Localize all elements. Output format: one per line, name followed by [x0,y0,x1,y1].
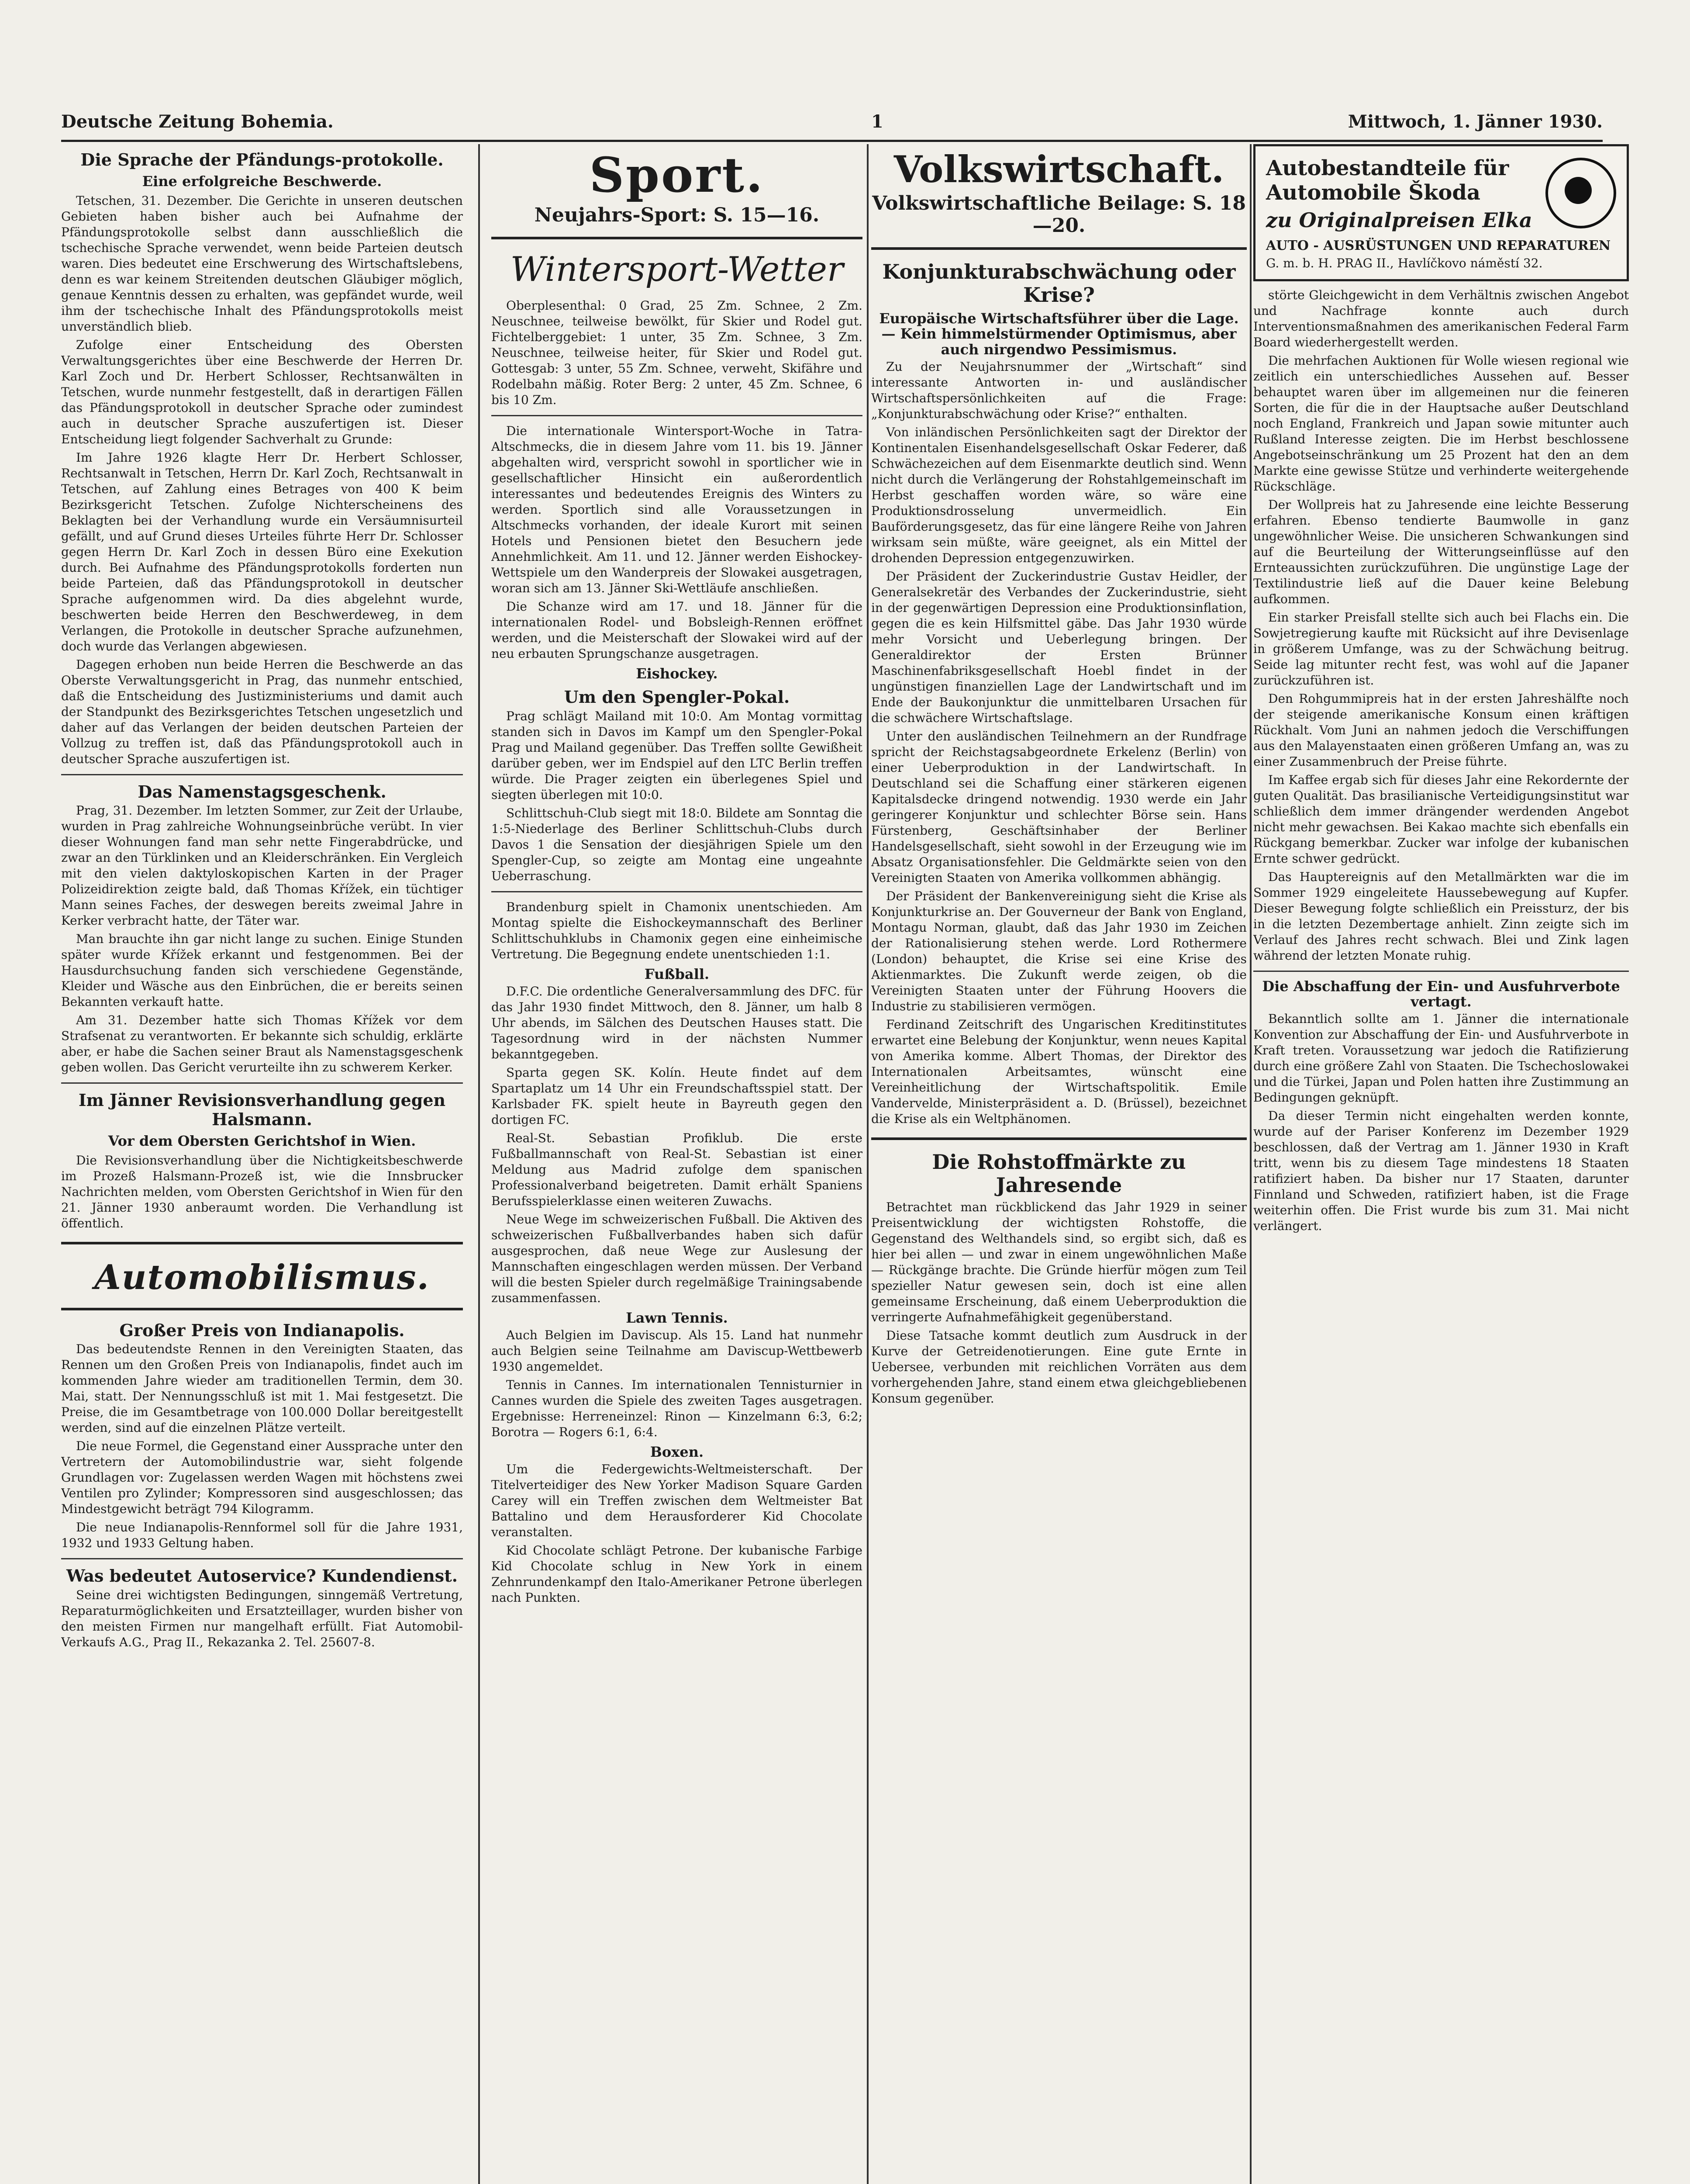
divider [1253,971,1629,972]
column-legal-and-auto [61,144,463,2184]
ad-line: zu Originalpreisen Elka [1266,208,1532,232]
article-paragraph: Die neue Indianapolis-Rennformel soll für die Jahre 1931, 1932 und 1933 Geltung haben. [61,1520,463,1551]
rubric-boxen: Boxen. [650,1444,704,1461]
section-title-volkswirtschaft: Volkswirtschaft. [893,148,1224,191]
article-paragraph: Die internationale Wintersport-Woche in Tatra-Altschmecks, die in diesem Jahre vom 11. bis 19. Jänner abgehalten wird, verspricht sowohl in sportlicher wie in gesellschaftlicher Hinsicht ein außerordentlich interessantes und bedeutendes Ereignis des Winters zu werden. Sportlich sind alle Voraussetzungen in Altschmecks vorhanden, der ideale Kurort mit seinen Hotels und Pensionen bietet den Besuchern jede Annehmlichkeit. Am 11. und 12. Jänner werden Eishockey-Wettspiele um den Wanderpreis der Slowakei ausgetragen, woran sich am 13. Jänner Ski-Wettläufe anschließen. [491,424,862,595]
article-paragraph: Brandenburg spielt in Chamonix unentschieden. Am Montag spielte die Eishockeymannschaft des Berliner Schlittschuhklubs in Chamonix gegen eine einheimische Vertretung. Die Begegnung endete unentschieden 1:1. [491,899,862,961]
article-paragraph: Die mehrfachen Auktionen für Wolle wiesen regional wie zeitlich ein unterschiedliches Aussehen auf. Besser behauptet waren über im allgemeinen nur die feineren Sorten, die für die in der Hauptsache außer Deutschland noch England, Frankreich und Japan sowie mitunter auch Rußland Interesse zeigten. Die im Herbst beschlossene Angebotseinschränkung um 25 Prozent hat den an dem Markte eine gewisse Stütze und verhinderte weitergehende Rückschläge. [1253,353,1629,494]
article-headline: Im Jänner Revisionsverhandlung gegen Halsmann. [78,1090,446,1130]
article-headline: Die Abschaffung der Ein- und Ausfuhrverbote vertagt. [1262,978,1620,1010]
article-paragraph: Im Jahre 1926 klagte Herr Dr. Herbert Schlosser, Rechtsanwalt in Tetschen, Herrn Dr. Karl Zoch, Rechtsanwalt in Tetschen, auf Zahlung eines Betrages von 400 K beim Bezirksgericht Tetschen. Zufolge Nichterscheinens des Beklagten bei der Verhandlung wurde ein Versäumnisurteil gefällt, und auf Grund dieses Urteiles führte Herr Dr. Schlosser gegen Herrn Dr. Karl Zoch in dessen Büro eine Exekution durch. Bei Aufnahme des Pfändungsprotokolls forderten nun beide Parteien, daß das Pfändungsprotokoll in deutscher Sprache aufgenommen wird. Da dies abgelehnt wurde, beschwerten beide Herren den Beschwerdeweg, in dem Verlangen, die Protokolle in deutscher Sprache aufzunehmen, doch wurde das Verlangen abgewiesen. [61,450,463,653]
article-subhead: Vor dem Obersten Gerichtshof in Wien. [108,1132,416,1149]
section-rule [61,1308,463,1310]
rubric-tennis: Lawn Tennis. [626,1310,728,1327]
article-paragraph: Da dieser Termin nicht eingehalten werden konnte, wurde auf der Pariser Konferenz im Dezember 1929 beschlossen, daß der Vertrag am 1. Jänner 1930 in Kraft tritt, wenn bis zu diesem Tage mindestens 18 Staaten ratifiziert haben. Da bisher nur 17 Staaten, darunter Finnland und Schweden, ratifiziert haben, ist die Frage weiterhin offen. Die Frist wurde bis zum 31. Mai nicht verlängert. [1253,1109,1629,1234]
article-paragraph: Den Rohgummipreis hat in der ersten Jahreshälfte noch der steigende amerikanische Konsum einen kräftigen Rückhalt. Vom Juni an nahmen jedoch die Verschiffungen aus den Malayenstaaten einen größeren Umfang an, was zu einer Zusammenbruch der Preise führte. [1253,691,1629,769]
article-headline: Die Sprache der Pfändungs-protokolle. [80,150,444,169]
article-paragraph: Unter den ausländischen Teilnehmern an der Rundfrage spricht der Reichstagsabgeordnete Erkelenz (Berlin) von einer Ueberproduktion in der Landwirtschaft. In Deutschland sei die Schaffung einer stärkeren eigenen Kapitalsdecke dringend notwendig. 1930 werde ein Jahr geringerer Konjunktur und schlechter Börse sein. Hans Fürstenberg, Geschäftsinhaber der Berliner Handelsgesellschaft, sieht sowohl in der Erzeugung wie im Absatz Organisationsfehler. Die Geldmärkte seien von den Vereinigten Staaten von Amerika vollkommen abhängig. [871,729,1247,885]
section-rule [871,1137,1247,1140]
article-headline: Großer Preis von Indianapolis. [119,1320,405,1340]
ad-line: AUTO - AUSRÜSTUNGEN UND REPARATUREN [1266,238,1611,253]
article-paragraph: Diese Tatsache kommt deutlich zum Ausdruck in der Kurve der Getreidenotierungen. Eine gute Ernte in Uebersee, verbunden mit reichlichen Vorräten aus dem vorhergehenden Jahre, stand einem etwa gleichgebliebenen Konsum gegenüber. [871,1328,1247,1406]
column-divider-3 [1250,144,1252,2184]
section-rule [871,247,1247,250]
article-paragraph: Der Wollpreis hat zu Jahresende eine leichte Besserung erfahren. Ebenso tendierte Baumwolle in ganz ungewöhnlicher Weise. Die unsicheren Schwankungen sind auf die Beurteilung der Witterungseinflüsse auf den Ernteaussichten zurückzuführen. Die ungünstige Lage der Textilindustrie ließ auf die Dauer keine Belebung aufkommen. [1253,498,1629,606]
section-subtitle: Neujahrs-Sport: S. 15—16. [534,204,820,226]
article-paragraph: Dagegen erhoben nun beide Herren die Beschwerde an das Oberste Verwaltungsgericht in Prag, das nunmehr entschied, daß die Entscheidung des Justizministeriums und damit auch der Standpunkt des Bezirksgerichtes Tetschen ungesetzlich und daher auf das Verlangen der beiden deutschen Parteien der Vollzug zu treffen ist, daß das Pfändungsprotokoll auch in deutscher Sprache auszufertigen ist. [61,657,463,766]
article-paragraph: Der Präsident der Zuckerindustrie Gustav Heidler, der Generalsekretär des Verbandes der Zuckerindustrie, sieht in der gegenwärtigen Depression eine Produktionsinflation, gegen die es kein Hilfsmittel gäbe. Das Jahr 1930 würde mehr Vorsicht und Ueberlegung bringen. Der Generaldirektor der Ersten Brünner Maschinenfabriksgesellschaft Hoebl findet in der ungünstigen finanziellen Lage der Landwirtschaft und im Ende der Baukonjunktur die unmittelbaren Ursachen für die schwächere Wirtschaftslage. [871,569,1247,725]
article-paragraph: Zu der Neujahrsnummer der „Wirtschaft“ sind interessante Antworten in- und ausländischer Wirtschaftspersönlichkeiten auf die Frage: „Konjunkturabschwächung oder Krise?“ enthalten. [871,359,1247,421]
article-paragraph: Die neue Formel, die Gegenstand einer Aussprache unter den Vertretern der Automobilindustrie war, sieht folgende Grundlagen vor: Zugelassen werden Wagen mit höchstens zwei Ventilen pro Zylinder; Kompressoren sind ausgeschlossen; das Mindestgewicht beträgt 794 Kilogramm. [61,1439,463,1517]
article-paragraph: Von inländischen Persönlichkeiten sagt der Direktor der Kontinentalen Eisenhandelsgesellschaft Oskar Federer, daß Schwächezeichen auf dem Eisenmarkte deutlich sind. Wenn nicht durch die Verlängerung der Rohstahlgemeinschaft im Herbst geschaffen worden wäre, so wäre eine Produktionsdrosselung unvermeidlich. Ein Bauförderungsgesetz, das für eine längere Reihe von Jahren wirksam sein müßte, wäre geeignet, als ein Mittel der drohenden Depression entgegenzuwirken. [871,425,1247,565]
section-title-sport: Sport. [589,147,765,203]
ad-line: Autobestandteile für [1266,156,1509,180]
article-paragraph: Der Präsident der Bankenvereinigung sieht die Krise als Konjunkturkrise an. Der Gouverneur der Bank von England, Montagu Norman, glaubt, daß das Jahr 1930 im Zeichen der Rationalisierung stehen werde. Lord Rothermere (London) behauptet, die Krise sei eine Krise des Aktienmarktes. Die Zukunft werde zeigen, ob die Vereinigten Staaten unter der Führung Hoovers die Industrie zu stabilisieren vermögen. [871,888,1247,1013]
article-paragraph: Um die Federgewichts-Weltmeisterschaft. Der Titelverteidiger des New Yorker Madison Square Garden Carey will ein Treffen zwischen dem Weltmeister Bat Battalino und dem Herausforderer Kid Chocolate veranstalten. [491,1462,862,1540]
article-paragraph: Real-St. Sebastian Profiklub. Die erste Fußballmannschaft von Real-St. Sebastian ist einer Meldung aus Madrid zufolge dem spanischen Professionalverband beigetreten. Damit erhält Spaniens Berufsspielerklasse einen weiteren Zuwachs. [491,1131,862,1209]
elka-logo-icon [1545,158,1616,228]
article-headline: Was bedeutet Autoservice? Kundendienst. [66,1566,458,1586]
article-paragraph: Im Kaffee ergab sich für dieses Jahr eine Rekordernte der guten Qualität. Das brasilianische Verteidigungsinstitut war schließlich dem immer drängender werdenden Angebot nicht mehr gewachsen. Bei Kakao machte sich ebenfalls ein Rückgang bemerkbar. Zucker war infolge der kubanischen Ernte schwer gedrückt. [1253,773,1629,866]
article-paragraph: Die Revisionsverhandlung über die Nichtigkeitsbeschwerde im Prozeß Halsmann-Prozeß ist, wie die Innsbrucker Nachrichten melden, vom Obersten Gerichtshof in Wien für den 21. Jänner 1930 anberaumt worden. Die Verhandlung ist öffentlich. [61,1153,463,1230]
rubric-fussball: Fußball. [644,965,710,982]
article-paragraph: Betrachtet man rückblickend das Jahr 1929 in seiner Preisentwicklung der wichtigsten Rohstoffe, die Gegenstand des Welthandels sind, so ergibt sich, daß es hier bei allen — und zwar in einem ungewöhnlichen Maße — Rückgänge brachte. Die Gründe hierfür mögen zum Teil spezieller Natur gewesen sein, doch ist eine allen gemeinsame Erscheinung, daß einem Ueberproduktion die verringerte Aufnahmefähigkeit gegenüberstand. [871,1199,1247,1324]
article-paragraph: Auch Belgien im Daviscup. Als 15. Land hat nunmehr auch Belgien seine Teilnahme am Daviscup-Wettbewerb 1930 angemeldet. [491,1328,862,1374]
article-paragraph: Kid Chocolate schlägt Petrone. Der kubanische Farbige Kid Chocolate schlug in New York in einem Zehnrundenkampf den Italo-Amerikaner Petrone überlegen nach Punkten. [491,1543,862,1605]
article-paragraph: Die Schanze wird am 17. und 18. Jänner für die internationalen Rodel- und Bobsleigh-Rennen eröffnet werden, und die Meisterschaft der Slowakei wird auf der neu erbauten Sprungschanze ausgetragen. [491,599,862,661]
masthead [61,111,1603,138]
article-paragraph: Das bedeutendste Rennen in den Vereinigten Staaten, das Rennen um den Großen Preis von Indianapolis, findet auch im kommenden Jahre wieder am traditionellen Termin, dem 30. Mai, statt. Der Nennungsschluß ist mit 1. Mai festgesetzt. Die Preise, die im Gesamtbetrage von 100.000 Dollar bereitgestellt werden, sind auf die einzelnen Plätze verteilt. [61,1342,463,1435]
article-paragraph: Prag schlägt Mailand mit 10:0. Am Montag vormittag standen sich in Davos im Kampf um den Spengler-Pokal Prag und Mailand gegenüber. Das Treffen sollte Gewißheit darüber geben, wer im Endspiel auf den LTC Berlin treffen würde. Die Prager zeigten ein überlegenes Spiel und siegten überlegen mit 10:0. [491,708,862,802]
article-headline: Die Rohstoffmärkte zu Jahresende [932,1150,1186,1197]
article-paragraph: Ferdinand Zeitschrift des Ungarischen Kreditinstitutes erwartet eine Belebung der Konjunktur, wenn neues Kapital von Amerika komme. Albert Thomas, der Direktor des Internationalen Arbeitsamtes, wünscht eine Vereinheitlichung der Wirtschaftspolitik. Emile Vandervelde, Ministerpräsident a. D. (Brüssel), bezeichnet die Krise als ein Weltphänomen. [871,1017,1247,1126]
article-paragraph: Seine drei wichtigsten Bedingungen, sinngemäß Vertretung, Reparaturmöglichkeiten und Ersatzteillager, wurden bisher von den meisten Firmen nur mangelhaft erfüllt. Fiat Automobil-Verkaufs A.G., Prag II., Rekazanka 2. Tel. 25607-8. [61,1588,463,1650]
section-title-automobilismus: Automobilismus. [94,1257,430,1297]
issue-date: Mittwoch, 1. Jänner 1930. [1348,111,1603,132]
article-paragraph: Bekanntlich sollte am 1. Jänner die internationale Konvention zur Abschaffung der Ein- und Ausfuhrverbote in Kraft treten. Voraussetzung war jedoch die Ratifizierung durch eine größere Zahl von Staaten. Die Tschechoslowakei und die Türkei, Japan und Polen hatten ihre Zustimmung an Bedingungen geknüpft. [1253,1012,1629,1105]
article-headline: Um den Spengler-Pokal. [564,687,790,707]
section-subtitle: Volkswirtschaftliche Beilage: S. 18—20. [872,192,1246,237]
section-rule [491,237,862,239]
article-subhead: Eine erfolgreiche Beschwerde. [142,173,382,190]
divider [491,415,862,416]
article-paragraph: Prag, 31. Dezember. Im letzten Sommer, zur Zeit der Urlaube, wurden in Prag zahlreiche Wohnungseinbrüche verübt. In vier dieser Wohnungen fand man sehr nette Fingerabdrücke, und zwar an den Türklinken und an Kleiderschränken. Ein Vergleich mit den vielen daktyloskopischen Karten in der Prager Polizeidirektion zeigte bald, daß Thomas Křížek, ein tüchtiger Mann seines Faches, der deswegen bereits zweimal Jahre in Kerker verbracht hatte, der Täter war. [61,803,463,928]
column-volkswirtschaft [871,144,1247,2184]
article-paragraph: Tennis in Cannes. Im internationalen Tennisturnier in Cannes wurden die Spiele des zweiten Tages ausgetragen. Ergebnisse: Herreneinzel: Rinon — Kinzelmann 6:3, 6:2; Borotra — Rogers 6:1, 6:4. [491,1378,862,1440]
article-paragraph: Das Hauptereignis auf den Metallmärkten war die im Sommer 1929 eingeleitete Haussebewegung auf Kupfer. Dieser Bewegung folgte schließlich ein Preissturz, der bis in die letzten Dezembertage anhielt. Zinn zeigte sich im Verlauf des Jahres recht schwach. Blei und Zink lagen während der letzten Monate ruhig. [1253,870,1629,963]
section-rule [61,1242,463,1244]
article-paragraph: Zufolge einer Entscheidung des Obersten Verwaltungsgerichtes über eine Beschwerde der Herren Dr. Karl Zoch und Dr. Herbert Schlosser, Rechtsanwälten in Tetschen, wurde nunmehr festgestellt, daß in derartigen Fällen das Pfändungsprotokoll in deutscher Sprache oder zumindest auch in deutscher Sprache auszufertigen ist. Dieser Entscheidung liegt folgender Sachverhalt zu Grunde: [61,337,463,446]
article-subhead: Europäische Wirtschaftsführer über die Lage. — Kein himmelstürmender Optimismus, aber auch nirgendwo Pessimismus. [879,310,1239,358]
divider [61,1558,463,1559]
article-headline: Das Namenstagsgeschenk. [138,781,386,802]
article-paragraph: Tetschen, 31. Dezember. Die Gerichte in unseren deutschen Gebieten haben bisher auch bei Aufnahme der Pfändungsprotokolle selbst dann ausschließlich die tschechische Sprache verwendet, wenn beide Parteien deutsch waren. Dies bedeutet eine Erschwerung des Wirtschaftslebens, denn es war keinem Streitenden deutschen Gläubiger möglich, genaue Kenntnis dessen zu erhalten, was gepfändet wurde, weil ihm der tschechische Inhalt des Pfändungsprotokolls meist unverständlich blieb. [61,193,463,334]
column-divider-2 [867,144,869,2184]
skoda-parts-advertisement [1253,144,1629,281]
article-paragraph: Man brauchte ihn gar nicht lange zu suchen. Einige Stunden später wurde Křížek erkannt und festgenommen. Bei der Hausdurchsuchung fanden sich verschiedene Gegenstände, Kleider und Wäsche aus den Einbrüchen, die er bereits seinen Bekannten verkauft hatte. [61,932,463,1009]
article-paragraph: Neue Wege im schweizerischen Fußball. Die Aktiven des schweizerischen Fußballverbandes haben sich dafür ausgesprochen, daß neue Wege zur Auslesung der Mannschaften eingeschlagen werden müssen. Der Verband will die besten Spieler durch regelmäßige Trainingsabende zusammenfassen. [491,1212,862,1306]
masthead-rule [61,140,1603,142]
page-number: 1 [871,111,883,132]
article-paragraph: Sparta gegen SK. Kolín. Heute findet auf dem Spartaplatz um 14 Uhr ein Freundschaftsspiel statt. Der Karlsbader FK. spielt heute in Bayreuth gegen den dortigen FC. [491,1065,862,1127]
ad-address: G. m. b. H. PRAG II., Havlíčkovo náměstí 32. [1266,256,1543,270]
article-paragraph: störte Gleichgewicht in dem Verhältnis zwischen Angebot und Nachfrage konnte auch durch Interventionsmaßnahmen des amerikanischen Federal Farm Board wiederhergestellt werden. [1253,288,1629,349]
article-paragraph: Schlittschuh-Club siegt mit 18:0. Bildete am Sonntag die 1:5-Niederlage des Berliner Schlittschuh-Clubs durch Davos 1 die Sensation der diesjährigen Spiele um den Spengler-Cup, so zeigte am Montag eine ungeahnte Ueberraschung. [491,805,862,883]
ad-line: Automobile Škoda [1266,180,1481,205]
article-paragraph: Oberplesenthal: 0 Grad, 25 Zm. Schnee, 2 Zm. Neuschnee, teilweise bewölkt, für Skier und Rodel gut. Fichtelberggebiet: 1 unter, 35 Zm. Schnee, 3 Zm. Neuschnee, teilweise heiter, für Skier und Rodel gut. Gottesgab: 3 unter, 55 Zm. Schnee, verweht, Skifähre und Rodelbahn mäßig. Roter Berg: 2 unter, 45 Zm. Schnee, 6 bis 10 Zm. [491,298,862,407]
divider [491,891,862,892]
article-headline: Konjunkturabschwächung oder Krise? [882,260,1236,307]
column-divider-1 [478,144,480,2184]
article-paragraph: Am 31. Dezember hatte sich Thomas Křížek vor dem Strafsenat zu verantworten. Er bekannte sich schuldig, erklärte aber, er habe die Sachen seiner Braut als Namenstagsgeschenk geben wollen. Das Gericht verurteilte ihn zu schwerem Kerker. [61,1013,463,1075]
newspaper-name: Deutsche Zeitung Bohemia. [61,111,334,132]
divider [61,1082,463,1084]
article-paragraph: Ein starker Preisfall stellte sich auch bei Flachs ein. Die Sowjetregierung kaufte mit Rücksicht auf ihre Devisenlage in größerem Umfange, was zu der Schwächung beitrug. Seide lag mitunter recht fest, was wohl auf die Japaner zurückzuführen ist. [1253,610,1629,688]
rubric-eishockey: Eishockey. [636,665,718,682]
column-sport [491,144,862,2184]
wintersport-weather-heading: Wintersport-Wetter [510,250,844,289]
article-paragraph: D.F.C. Die ordentliche Generalversammlung des DFC. für das Jahr 1930 findet Mittwoch, den 8. Jänner, um halb 8 Uhr abends, im Sälchen des Deutschen Hauses statt. Die Tagesordnung wird in der nächsten Nummer bekanntgegeben. [491,984,862,1062]
divider [61,774,463,775]
column-markets [1253,144,1629,2184]
